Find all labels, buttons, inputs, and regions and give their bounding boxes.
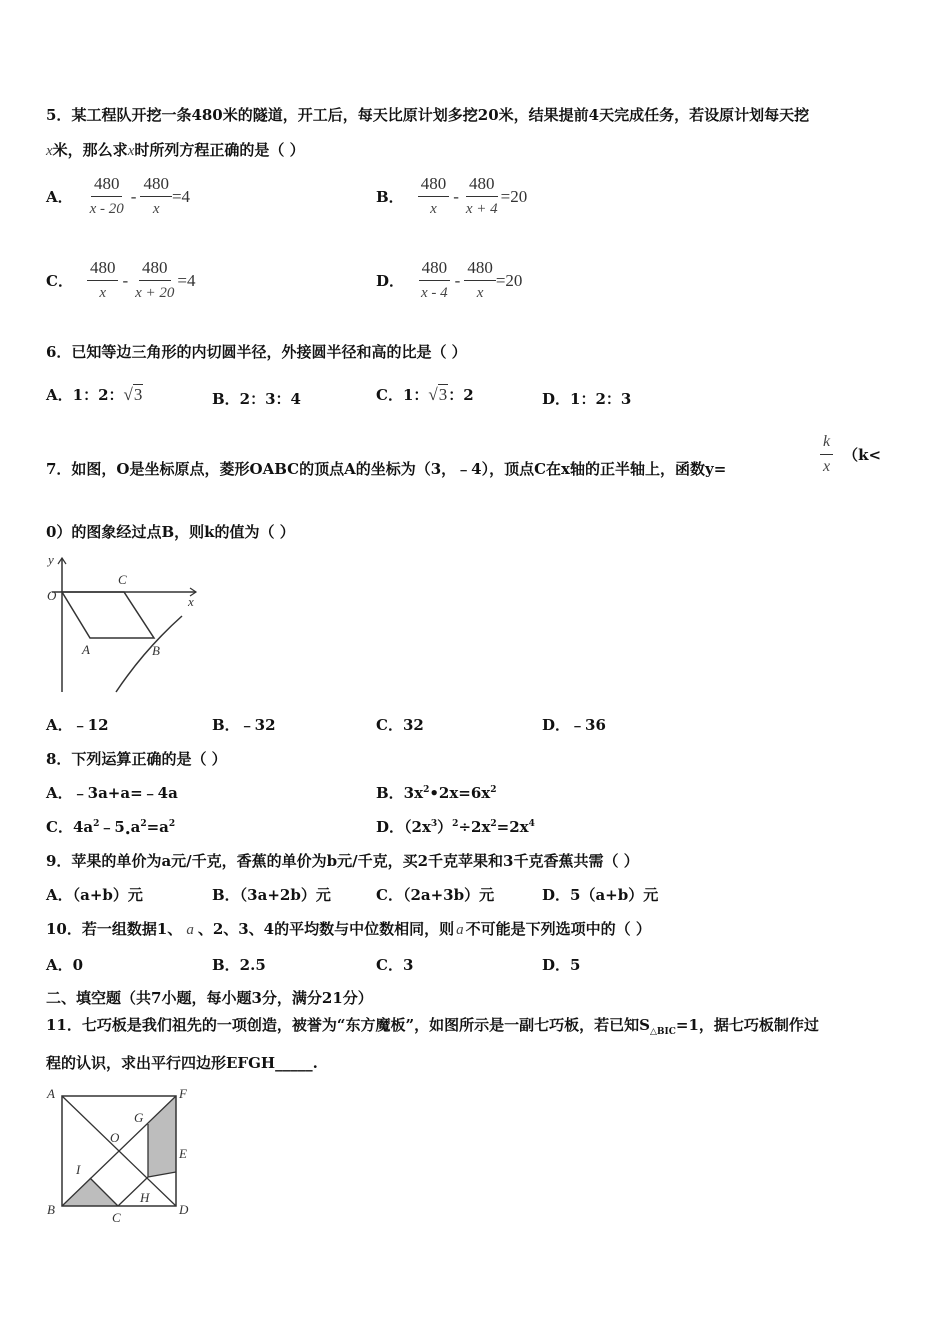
q7-text1b: （k< (843, 446, 882, 464)
q11-label-e: E (179, 1146, 187, 1161)
q11-subscript: △BIC (649, 1027, 676, 1037)
q5-a-rhs: =4 (171, 186, 191, 206)
q7-option-c[interactable]: C．32 (376, 716, 424, 734)
q5-option-a[interactable] (46, 174, 190, 219)
q6-c-tail: ：2 (448, 386, 474, 404)
q5-a-op: - (130, 186, 137, 206)
q5-option-c[interactable] (46, 258, 196, 303)
q5-c-frac2: $\frac{480}{x + 20}$ (135, 258, 175, 301)
section-2-heading: 二、填空题（共7小题，每小题3分，满分21分） (46, 989, 373, 1007)
q7-label-o: O (47, 588, 57, 603)
q5-option-a-label: A． (46, 188, 73, 206)
q6-stem: 6．已知等边三角形的内切圆半径，外接圆半径和高的比是（ ） (46, 343, 467, 361)
q11-label-a: A (47, 1086, 55, 1101)
q7-option-b[interactable]: B．﹣32 (212, 716, 276, 734)
q8-option-a[interactable]: A．﹣3a+a=﹣4a (46, 784, 178, 802)
q5-var-x: x (46, 143, 53, 159)
q5-var-x2: x (127, 143, 135, 159)
q11-label-b: B (47, 1202, 55, 1217)
q5-option-b[interactable] (376, 174, 527, 219)
q5-d-op: - (454, 270, 461, 290)
q7-rhombus-figure (44, 552, 204, 698)
q5-d-rhs: =20 (495, 270, 523, 290)
q9-option-b[interactable]: B．（3a+2b）元 (212, 886, 331, 904)
q5-c-rhs: =4 (177, 270, 196, 290)
q7-function-frac-wrap (820, 432, 881, 477)
q5-number: 5． (46, 106, 72, 124)
q6-a-label: A．1：2： (46, 386, 124, 404)
q9-option-c[interactable]: C．（2a+3b）元 (376, 886, 495, 904)
q11-line2: 程的认识，求出平行四边形EFGH_____. (46, 1054, 318, 1072)
q8-stem: 8．下列运算正确的是（ ） (46, 750, 227, 768)
q11-label-d: D (179, 1202, 189, 1217)
q7-line1 (46, 458, 726, 479)
q5-line1 (46, 104, 809, 125)
q5-a-frac2: $\frac{480}{x}$ (140, 174, 172, 219)
q10-var-a: a (186, 922, 194, 938)
q6-option-c[interactable] (376, 384, 474, 405)
q6-option-b[interactable]: B．2：3：4 (212, 390, 301, 408)
q9-stem: 9．苹果的单价为a元/千克，香蕉的单价为b元/千克，买2千克苹果和3千克香蕉共需（ ） (46, 852, 639, 870)
q5-option-c-label: C． (46, 272, 73, 290)
q7-label-b: B (152, 643, 160, 658)
q5-a-frac1: $\frac{480}{x - 20}$ (89, 174, 124, 217)
q10-stem: 10．若一组数据1、 a 、2、3、4的平均数与中位数相同，则 a 不可能是下列选项中的（ ） (46, 920, 651, 938)
q5-d-frac1: $\frac{480}{x - 4}$ (418, 258, 451, 303)
q7-text1: 7．如图，O是坐标原点，菱形OABC的顶点A的坐标为（3，﹣4），顶点C在x轴的正半轴上，函数y= (46, 460, 727, 478)
q7-function-frac: $\frac{k}{x}$ (820, 432, 833, 477)
q5-option-d-label: D． (376, 272, 405, 290)
q7-label-c: C (118, 572, 127, 587)
q9-option-d[interactable]: D．5（a+b）元 (542, 886, 659, 904)
q7-label-x: x (188, 594, 194, 609)
q7-hyperbola (116, 616, 182, 692)
q5-option-d[interactable] (376, 258, 522, 303)
q6-option-a[interactable] (46, 384, 143, 405)
q6-c-label: C．1： (376, 386, 429, 404)
q7-line2: 0）的图象经过点B，则k的值为（ ） (46, 523, 295, 541)
q5-text2: 米，那么求 (52, 141, 128, 159)
q11-label-i: I (76, 1162, 81, 1177)
q7-label-y: y (48, 552, 54, 567)
q8-option-d[interactable]: D．$(2x^3)^2\div 2x^2=2x^4$ (376, 818, 535, 836)
q7-rhombus (62, 592, 154, 638)
q11-line1: 11．七巧板是我们祖先的一项创造，被誉为“东方魔板”，如图所示是一副七巧板，若已知$S_{\triangle BIC}=1$，据七巧板制作过 (46, 1016, 819, 1037)
q7-option-a[interactable]: A．﹣12 (46, 716, 109, 734)
q5-c-op: - (122, 270, 129, 290)
q7-option-d[interactable]: D．﹣36 (542, 716, 606, 734)
q10-option-d[interactable]: D．5 (542, 956, 581, 974)
q11-label-o: O (110, 1130, 120, 1145)
q5-c-frac1: $\frac{480}{x}$ (87, 258, 119, 303)
q5-line2 (46, 139, 305, 160)
q10-option-a[interactable]: A．0 (46, 956, 84, 974)
q5-option-b-label: B． (376, 188, 404, 206)
q6-c-sqrt: √3 (428, 385, 448, 404)
q11-parallelogram-efgh (148, 1096, 176, 1177)
q7-label-a: A (82, 642, 90, 657)
q6-option-d[interactable]: D．1：2：3 (542, 390, 632, 408)
q5-d-frac2: $\frac{480}{x}$ (464, 258, 496, 303)
q5-text3: 时所列方程正确的是（ ） (134, 141, 305, 159)
q11-label-h: H (140, 1190, 150, 1205)
q5-b-rhs: =20 (500, 186, 528, 206)
q11-label-g: G (134, 1110, 144, 1125)
q10-option-b[interactable]: B．2.5 (212, 956, 266, 974)
q5-b-frac2: $\frac{480}{x + 4}$ (465, 174, 498, 217)
q10-var-a2: a (456, 922, 464, 938)
q11-tangram-figure (44, 1082, 200, 1228)
q8-option-c[interactable]: C．$4a^2﹣5_•a^2=a^2$ (46, 818, 176, 839)
q11-label-f: F (179, 1086, 187, 1101)
q8-option-b[interactable]: B．$3x^2•2x=6x^2$ (376, 784, 497, 802)
q5-b-op: - (453, 186, 459, 206)
q11-triangle-bic (62, 1178, 118, 1206)
q10-option-c[interactable]: C．3 (376, 956, 414, 974)
q6-a-sqrt: √3 (123, 385, 143, 404)
q9-option-a[interactable]: A．（a+b）元 (46, 886, 143, 904)
q11-label-c: C (112, 1210, 121, 1225)
q5-text1: 某工程队开挖一条480米的隧道，开工后，每天比原计划多挖20米，结果提前4天完成任务，若设原计划每天挖 (71, 106, 810, 124)
q5-b-frac1: $\frac{480}{x}$ (418, 174, 450, 219)
